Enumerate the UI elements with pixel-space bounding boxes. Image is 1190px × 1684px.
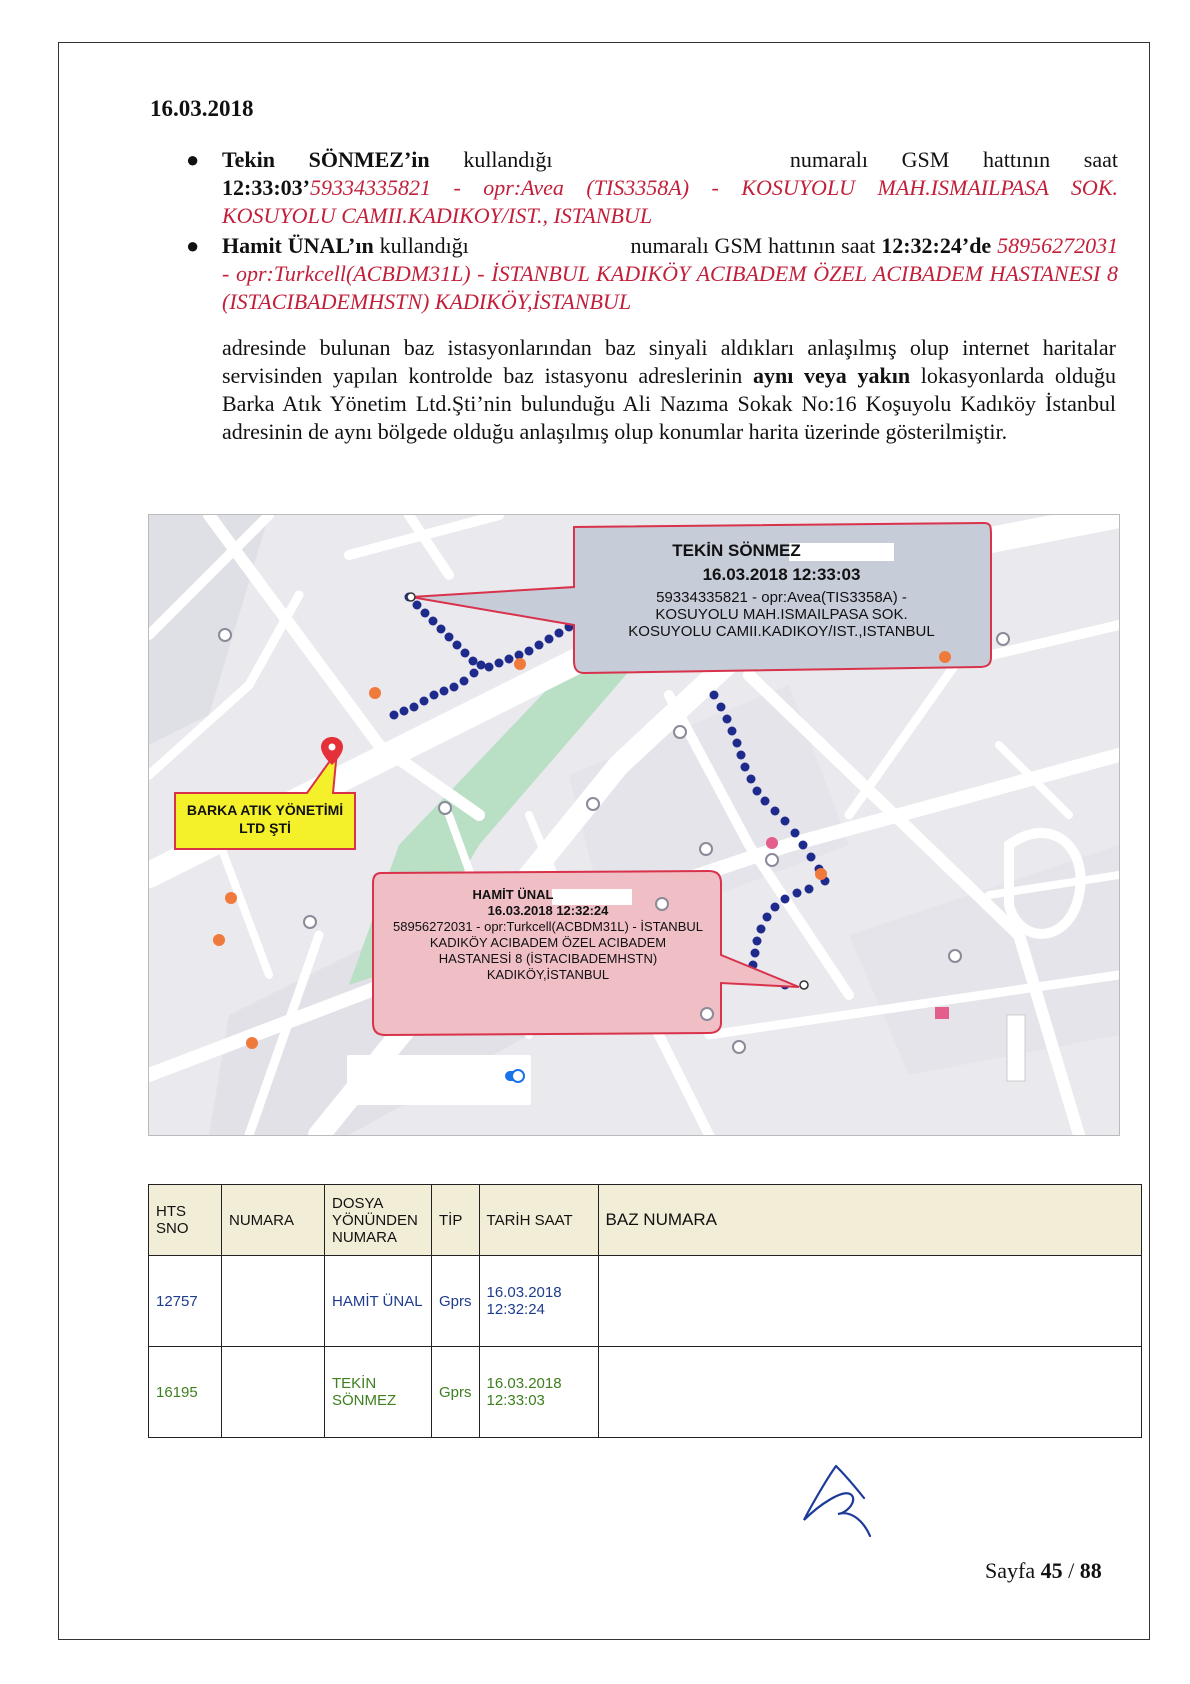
- map-image: [148, 514, 1120, 1136]
- col-tip: TİP: [432, 1185, 480, 1256]
- bullet-detail: 59334335821 - opr:Avea (TIS3358A) - KOSUYOLU MAH.ISMAILPASA SOK. KOSUYOLU CAMII.KADIKOY/IST., ISTANBUL: [222, 175, 1118, 228]
- bullet-name: Tekin SÖNMEZ’in: [222, 147, 430, 172]
- paragraph-bold: aynı veya yakın: [752, 363, 911, 388]
- table-row: [149, 1347, 1142, 1438]
- bullet-time: 12:33:03’: [222, 175, 310, 200]
- bullet-text: numaralı GSM hattının saat: [630, 233, 876, 258]
- cell-numara: [222, 1256, 325, 1347]
- col-hts-sno: HTS SNO: [149, 1185, 222, 1256]
- callout-line: BARKA ATIK YÖNETİMİ: [186, 802, 344, 818]
- callout-line: KOSUYOLU MAH.ISMAILPASA SOK.: [655, 606, 908, 623]
- callout-line: 58956272031 - opr:Turkcell(ACBDM31L) - İSTANBUL: [393, 919, 703, 934]
- cell-tip: Gprs: [432, 1347, 480, 1438]
- callout-line: KADIKÖY ACIBADEM ÖZEL ACIBADEM: [429, 935, 667, 950]
- table-header-row: [149, 1185, 1142, 1256]
- cell-sno: 16195: [149, 1347, 222, 1438]
- map-callout-hamit: [373, 887, 723, 983]
- cell-tarih: 16.03.2018 12:32:24: [479, 1256, 598, 1347]
- cell-tarih: 16.03.2018 12:33:03: [479, 1347, 598, 1438]
- col-tarih: TARİH SAAT: [479, 1185, 598, 1256]
- callout-line: KADIKÖY,İSTANBUL: [486, 967, 610, 982]
- callout-line: LTD ŞTİ: [239, 820, 291, 836]
- bullet-list: [178, 146, 1118, 316]
- bullet-text: kullandığı: [463, 147, 553, 172]
- signature-mark: [790, 1460, 900, 1540]
- bullet-text: kullandığı: [379, 233, 469, 258]
- bullet-item-tekin: [178, 146, 1118, 230]
- col-dosya: DOSYA YÖNÜNDEN NUMARA: [325, 1185, 432, 1256]
- cell-sno: 12757: [149, 1256, 222, 1347]
- callout-line: HASTANESİ 8 (İSTACIBADEMHSTN): [438, 951, 658, 966]
- bullet-time: 12:32:24’de: [881, 233, 992, 258]
- footer-sep: /: [1068, 1558, 1075, 1583]
- map-callout-barka: [175, 801, 355, 837]
- callout-line: KOSUYOLU CAMII.KADIKOY/IST.,ISTANBUL: [628, 623, 935, 640]
- footer-prefix: Sayfa: [985, 1558, 1036, 1583]
- paragraph-text: adresinde bulunan baz istasyonlarından baz sinyali aldıkları anlaşılmış olup internet haritalar servisinden yapılan kontrolde baz istasyonu adreslerinin: [222, 335, 1116, 388]
- bullet-icon: ●: [186, 147, 200, 172]
- bullet-name: Hamit ÜNAL’ın: [222, 233, 374, 258]
- table-row: [149, 1256, 1142, 1347]
- callout-datetime: 16.03.2018 12:32:24: [487, 903, 609, 918]
- col-baz: BAZ NUMARA: [598, 1185, 1141, 1256]
- bullet-icon: ●: [186, 233, 200, 258]
- footer-page: 45: [1040, 1558, 1063, 1583]
- section-date: 16.03.2018: [150, 96, 254, 121]
- cell-dosya: TEKİN SÖNMEZ: [325, 1347, 432, 1438]
- callout-line: 59334335821 - opr:Avea(TIS3358A) -: [656, 589, 907, 606]
- hts-table: [148, 1184, 1142, 1438]
- bullet-item-hamit: [178, 232, 1118, 316]
- cell-dosya: HAMİT ÜNAL: [325, 1256, 432, 1347]
- cell-tip: Gprs: [432, 1256, 480, 1347]
- col-numara: NUMARA: [222, 1185, 325, 1256]
- paragraph-text: lokasyonlarda olduğu Barka Atık Yönetim Ltd.Şti’nin bulunduğu Ali Nazıma Sokak No:16 Koşuyolu Kadıköy İstanbul adresinin de aynı bölgede olduğu anlaşılmış olup konumlar harita üzerinde gösterilmiştir.: [222, 363, 1116, 444]
- bullet-detail: 58956272031 - opr:Turkcell(ACBDM31L) - İSTANBUL KADIKÖY ACIBADEM ÖZEL ACIBADEM HASTANESI 8 (ISTACIBADEMHSTN) KADIKÖY,İSTANBUL: [222, 233, 1119, 314]
- cell-baz: [598, 1256, 1141, 1347]
- cell-numara: [222, 1347, 325, 1438]
- body-paragraph: [222, 334, 1116, 446]
- callout-datetime: 16.03.2018 12:33:03: [702, 565, 861, 584]
- page-number: [985, 1558, 1102, 1584]
- cell-baz: [598, 1347, 1141, 1438]
- callout-name: HAMİT ÜNAL: [472, 887, 554, 902]
- callout-name: TEKİN SÖNMEZ: [672, 541, 801, 560]
- map-callout-tekin: [569, 541, 994, 640]
- bullet-text: numaralı GSM hattının saat: [789, 147, 1119, 172]
- footer-total: 88: [1079, 1558, 1102, 1583]
